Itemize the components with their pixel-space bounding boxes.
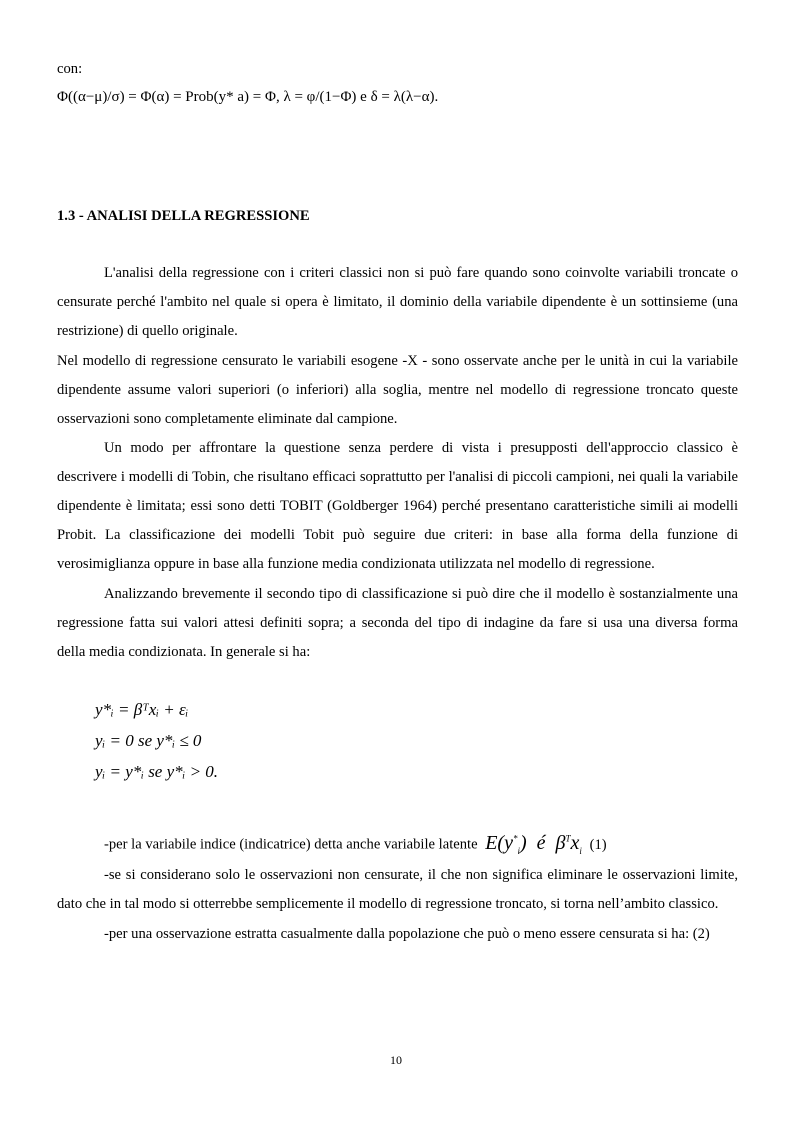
paragraph-line: descrivere i modelli di Tobin, che risultano efficaci soprattutto per l'analisi di piccoli campioni, nei quali la variabile — [57, 469, 738, 485]
equation-latent: y*ᵢ = βᵀxᵢ + εᵢ — [95, 700, 189, 719]
section-heading: 1.3 - ANALISI DELLA REGRESSIONE — [57, 208, 310, 224]
equation-censored-positive: yᵢ = y*ᵢ se y*ᵢ > 0. — [95, 762, 219, 781]
note-1 — [104, 829, 607, 860]
paragraph-line: Nel modello di regressione censurato le variabili esogene -X - sono osservate anche per le unità in cui la variabile — [57, 353, 738, 369]
paragraph-4 — [57, 585, 738, 672]
note-2 — [57, 866, 738, 924]
paragraph-line: regressione fatta sui valori attesi definiti sopra; a seconda del tipo di indagine da fare si usa una diversa forma — [57, 615, 738, 631]
paragraph-line: dipendente assume valori superiori (o inferiori) alla soglia, mentre nel modello di regressione troncato queste — [57, 382, 738, 398]
paragraph-3 — [57, 439, 738, 584]
paragraph-line: verosimiglianza oppure in base alla funzione media condizionata utilizzata nel modello di regressione. — [57, 556, 655, 572]
paragraph-line: dipendente è limitata; essi sono detti TOBIT (Goldberger 1964) perché presentano caratteristiche simili ai modelli — [57, 498, 738, 514]
paragraph-line: della media condizionata. In generale si ha: — [57, 644, 311, 660]
paragraph-line: L'analisi della regressione con i criteri classici non si può fare quando sono coinvolte variabili troncate o — [104, 265, 738, 281]
con-label: con: — [57, 61, 83, 77]
paragraph-line: Un modo per affrontare la questione senza perdere di vista i presupposti dell'approccio classico è — [104, 440, 738, 456]
paragraph-line: osservazioni sono completamente eliminate dal campione. — [57, 411, 398, 427]
note-1-ref: (1) — [589, 836, 607, 853]
note-1-text: -per la variabile indice (indicatrice) detta anche variabile latente — [104, 836, 478, 853]
paragraph-line: dato che in tal modo si otterrebbe semplicemente il modello di regressione troncato, si torna nell’ambito classico. — [57, 896, 719, 912]
note-3: -per una osservazione estratta casualmente dalla popolazione che può o meno essere censurata si ha: (2) — [104, 926, 710, 942]
paragraph-line: restrizione) di quello originale. — [57, 323, 238, 339]
paragraph-2 — [57, 352, 738, 439]
paragraph-line: Analizzando brevemente il secondo tipo di classificazione si può dire che il modello è sostanzialmente una — [104, 586, 738, 602]
formula-line: Φ((α−μ)/σ) = Φ(α) = Prob(y* a) = Φ, λ = φ/(1−Φ) e δ = λ(λ−α). — [57, 89, 439, 105]
equation-censored-zero: yᵢ = 0 se y*ᵢ ≤ 0 — [95, 731, 202, 750]
paragraph-line: Probit. La classificazione dei modelli Tobit può seguire due criteri: in base alla forma della funzione di — [57, 527, 738, 543]
paragraph-line: censurate perché l'ambito nel quale si opera è limitato, il dominio della variabile dipendente è un sottinsieme (una — [57, 294, 738, 310]
page-number: 10 — [390, 1053, 402, 1067]
paragraph-1 — [57, 264, 738, 351]
expectation-formula: $E(y^*_i)$ é $\beta^Tx_i$ — [485, 831, 582, 856]
paragraph-line: -se si considerano solo le osservazioni non censurate, il che non significa eliminare le osservazioni limite, — [104, 867, 738, 883]
